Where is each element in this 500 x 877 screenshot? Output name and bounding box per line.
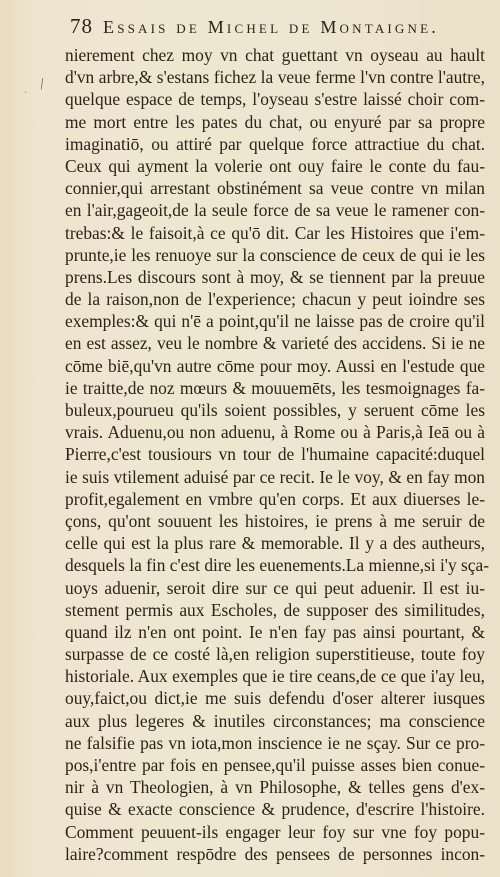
text-line: buleux,pourueu qu'ils soient possibles, y seruent cōme les <box>65 400 485 420</box>
text-line: imaginatiō, ou attiré par quelque force attractiue du chat. <box>65 133 485 154</box>
body-text <box>65 44 489 865</box>
text-line: celle qui est la plus rare & memorable. Il y a des autheurs, <box>65 533 485 554</box>
text-line: connier,qui arrestant obstinément sa veue contre vn milan <box>65 178 485 199</box>
margin-mark: · <box>24 88 28 99</box>
text-line: ie traitte,de noz mœurs & mouuemēts, les tesmoignages fa- <box>65 377 485 398</box>
text-line: ne falsifie pas vn iota,mon inscience ie ne sçay. Sur ce pro- <box>65 732 485 753</box>
text-line: ouy,faict,ou dict,ie me suis defendu d'oser alterer iusques <box>65 688 485 709</box>
text-line: aux plus legeres & inutiles circonstances; ma conscience <box>65 710 485 731</box>
text-line: prens.Les discours sont à moy, & se tiennent par la preuue <box>65 266 485 287</box>
text-line: uoys aduenir, seroit dire sur ce qui peut aduenir. Il est iu- <box>65 577 485 598</box>
text-line: çons, qu'ont souuent les histoires, ie prens à me seruir de <box>65 510 485 531</box>
text-line: en l'air,gageoit,de la seule force de sa veue le ramener con- <box>65 200 485 221</box>
text-line: laire?comment respōdre des pensees de personnes incon- <box>65 843 485 864</box>
text-line: nir à vn Theologien, à vn Philosophe, & telles gens d'ex- <box>65 777 485 798</box>
text-line: profit,egalement en vmbre qu'en corps. Et aux diuerses le- <box>65 488 485 509</box>
text-line: ie suis vtilement aduisé par ce recit. Ie le voy, & en fay mon <box>65 466 485 487</box>
text-line: Comment peuuent-ils engager leur foy sur vne foy popu- <box>65 821 485 842</box>
text-line: quand ilz n'en ont point. Ie n'en fay pas ainsi pourtant, & <box>65 621 485 642</box>
running-title: Essais de Michel de Montaigne. <box>103 17 439 37</box>
text-line: historiale. Aux exemples que ie tire ceans,de ce que i'ay leu, <box>65 666 485 687</box>
text-line: nierement chez moy vn chat guettant vn oyseau au hault <box>65 45 485 65</box>
text-line: trebas:& le faisoit,à ce qu'ō dit. Car les Histoires que i'em- <box>65 222 485 243</box>
text-line: prunte,ie les renuoye sur la conscience de ceux de qui ie les <box>65 244 485 265</box>
text-line: desquels la fin c'est dire les euenements.La mienne,si i'y sça- <box>65 555 489 576</box>
running-head <box>70 14 490 44</box>
text-line: stement permis aux Escholes, de supposer des similitudes, <box>65 599 485 620</box>
text-line: quise & exacte conscience & prudence, d'escrire l'histoire. <box>65 799 485 820</box>
text-line: Pierre,c'est tousiours vn tour de l'humaine capacité:duquel <box>65 444 485 465</box>
page-number: 78 <box>70 14 93 38</box>
text-line: Ceux qui ayment la volerie ont ouy faire le conte du fau- <box>65 155 485 176</box>
text-line: quelque espace de temps, l'oyseau s'estre laissé choir com- <box>65 89 485 110</box>
text-line: me mort entre les pates du chat, ou enyuré par sa propre <box>65 111 485 132</box>
text-line: surpasse de ce costé là,en religion superstitieuse, toute foy <box>65 644 485 665</box>
margin-mark: / <box>38 75 47 94</box>
text-line: pos,i'entre par fois en pensee,qu'il puisse asses bien conue- <box>65 755 485 775</box>
text-line: de la raison,non de l'experience; chacun y peut ioindre ses <box>65 289 485 310</box>
text-line: en est assez, veu le nombre & varieté des accidens. Si ie ne <box>65 333 485 354</box>
text-line: cōme biē,qu'vn autre cōme pour moy. Aussi en l'estude que <box>65 355 485 376</box>
text-line: exemples:& qui n'ē a point,qu'il ne laisse pas de croire qu'il <box>65 311 485 332</box>
text-line: d'vn arbre,& s'estans fichez la veue ferme l'vn contre l'autre, <box>65 67 485 88</box>
text-line: vrais. Aduenu,ou non aduenu, à Rome ou à Paris,à Ieā ou à <box>65 422 485 443</box>
